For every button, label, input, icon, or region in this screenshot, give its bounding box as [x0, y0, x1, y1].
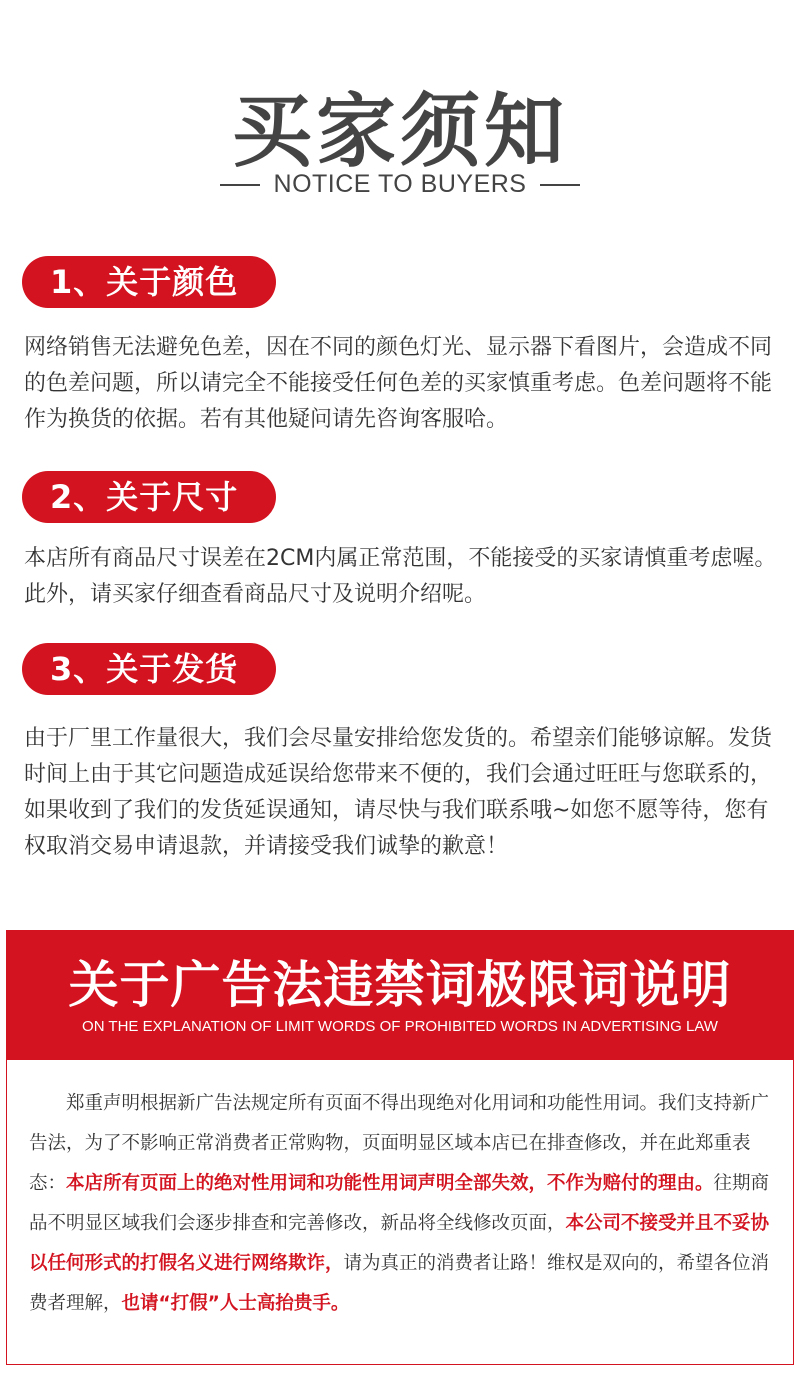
statement-text-3: 请为真正的消费者让路！维权是双向的，希望各位消费者理解，: [29, 1253, 770, 1314]
ad-law-banner-title: 关于广告法违禁词极限词说明: [68, 956, 732, 1014]
section-size-text: 本店所有商品尺寸误差在2CM内属正常范围，不能接受的买家请慎重考虑喔。此外，请买家仔细查看商品尺寸及说明介绍呢。: [24, 546, 777, 607]
ad-law-banner-subtitle: ON THE EXPLANATION OF LIMIT WORDS OF PROHIBITED WORDS IN ADVERTISING LAW: [82, 1018, 718, 1035]
statement-highlight-1: 本店所有页面上的绝对性用词和功能性用词声明全部失效，不作为赔付的理由。: [66, 1173, 714, 1194]
statement-highlight-2: 本公司不接受并且不妥协以任何形式的打假名义进行网络欺诈，: [29, 1213, 770, 1274]
statement-text-1: 郑重声明根据新广告法规定所有页面不得出现绝对化用词和功能性用词。我们支持新广告法，为了不影响正常消费者正常购物，页面明显区域本店已在排查修改，并在此郑重表态：: [29, 1093, 770, 1194]
ad-law-statement-box: [6, 1060, 794, 1365]
page-title: 买家须知: [232, 85, 568, 178]
subtitle-right-rule: [540, 184, 580, 186]
page-subtitle-row: [0, 170, 800, 199]
subtitle-left-rule: [220, 184, 260, 186]
statement-text-2: 往期商品不明显区域我们会逐步排查和完善修改，新品将全线修改页面，: [29, 1173, 770, 1234]
section-shipping-badge: 3、关于发货: [22, 643, 276, 695]
section-size-badge: 2、关于尺寸: [22, 471, 276, 523]
statement-highlight-3: 也请“打假”人士高抬贵手。: [121, 1293, 350, 1314]
section-color-badge: 1、关于颜色: [22, 256, 276, 308]
ad-law-statement: [29, 1084, 777, 1324]
section-shipping-text: 由于厂里工作量很大，我们会尽量安排给您发货的。希望亲们能够谅解。发货时间上由于其它问题造成延误给您带来不便的，我们会通过旺旺与您联系的，如果收到了我们的发货延误通知，请尽快与我们联系哦~如您不愿等待，您有权取消交易申请退款，并请接受我们诚挚的歉意！: [24, 726, 773, 859]
section-color-text: 网络销售无法避免色差，因在不同的颜色灯光、显示器下看图片，会造成不同的色差问题，所以请完全不能接受任何色差的买家慎重考虑。色差问题将不能作为换货的依据。若有其他疑问请先咨询客服哈。: [24, 335, 773, 432]
ad-law-banner: [6, 930, 794, 1060]
page-subtitle: NOTICE TO BUYERS: [273, 170, 527, 198]
